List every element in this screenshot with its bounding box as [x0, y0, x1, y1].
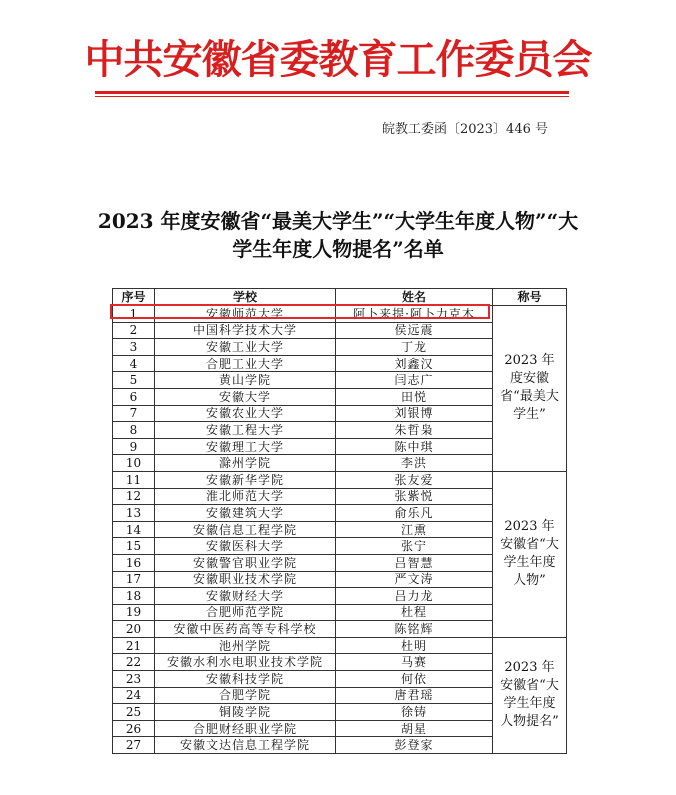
header-no: 序号 [113, 289, 155, 306]
cell-school: 安徽文达信息工程学院 [155, 737, 336, 754]
cell-name: 田悦 [336, 388, 493, 405]
cell-name: 唐君瑶 [336, 687, 493, 704]
cell-name: 马赛 [336, 654, 493, 671]
cell-no: 14 [113, 521, 155, 538]
table-row [113, 471, 567, 488]
cell-name: 侯远震 [336, 322, 493, 339]
cell-no: 3 [113, 339, 155, 356]
cell-no: 15 [113, 538, 155, 555]
cell-name: 杜明 [336, 637, 493, 654]
cell-no: 1 [113, 306, 155, 323]
cell-no: 20 [113, 621, 155, 638]
cell-school: 安徽农业大学 [155, 405, 336, 422]
document-title: 2023 年度安徽省“最美大学生”“大学生年度人物”“大学生年度人物提名”名单 [97, 209, 579, 261]
cell-no: 17 [113, 571, 155, 588]
cell-school: 铜陵学院 [155, 704, 336, 721]
cell-no: 7 [113, 405, 155, 422]
cell-name: 陈中琪 [336, 438, 493, 455]
cell-name: 丁龙 [336, 339, 493, 356]
cell-school: 安徽医科大学 [155, 538, 336, 555]
table-row [113, 306, 567, 323]
cell-school: 安徽大学 [155, 388, 336, 405]
cell-school: 安徽警官职业学院 [155, 554, 336, 571]
cell-name: 朱哲枭 [336, 422, 493, 439]
cell-school: 安徽科技学院 [155, 671, 336, 688]
cell-name: 李洪 [336, 455, 493, 472]
table-body [113, 306, 567, 754]
cell-no: 22 [113, 654, 155, 671]
cell-no: 13 [113, 505, 155, 522]
cell-no: 25 [113, 704, 155, 721]
award-list-table [112, 288, 567, 754]
cell-no: 23 [113, 671, 155, 688]
cell-name: 徐铸 [336, 704, 493, 721]
cell-name: 张友爱 [336, 471, 493, 488]
cell-no: 24 [113, 687, 155, 704]
cell-no: 12 [113, 488, 155, 505]
cell-name: 闫志广 [336, 372, 493, 389]
cell-no: 8 [113, 422, 155, 439]
cell-school: 安徽工业大学 [155, 339, 336, 356]
cell-school: 合肥学院 [155, 687, 336, 704]
cell-award-title: 2023 年安徽省“大学生年度人物” [493, 471, 567, 637]
letterhead-rule [95, 91, 569, 94]
cell-school: 合肥工业大学 [155, 355, 336, 372]
cell-school: 合肥财经职业学院 [155, 720, 336, 737]
cell-school: 合肥师范学院 [155, 604, 336, 621]
cell-name: 张紫悦 [336, 488, 493, 505]
cell-name: 刘银博 [336, 405, 493, 422]
cell-school: 安徽职业技术学院 [155, 571, 336, 588]
cell-school: 安徽财经大学 [155, 588, 336, 605]
cell-school: 安徽水利水电职业技术学院 [155, 654, 336, 671]
cell-name: 杜程 [336, 604, 493, 621]
cell-name: 江熏 [336, 521, 493, 538]
cell-name: 彭登家 [336, 737, 493, 754]
letterhead-rule-thin [95, 96, 569, 97]
cell-no: 5 [113, 372, 155, 389]
cell-name: 阿卜来提·阿卜力克木 [336, 306, 493, 323]
cell-no: 6 [113, 388, 155, 405]
header-school: 学校 [155, 289, 336, 306]
table-row [113, 637, 567, 654]
cell-school: 滁州学院 [155, 455, 336, 472]
cell-award-title: 2023 年安徽省“大学生年度人物提名” [493, 637, 567, 753]
cell-school: 安徽理工大学 [155, 438, 336, 455]
cell-no: 26 [113, 720, 155, 737]
cell-no: 10 [113, 455, 155, 472]
cell-school: 淮北师范大学 [155, 488, 336, 505]
cell-name: 胡星 [336, 720, 493, 737]
cell-name: 陈铭辉 [336, 621, 493, 638]
cell-school: 安徽师范大学 [155, 306, 336, 323]
cell-school: 安徽中医药高等专科学校 [155, 621, 336, 638]
letterhead-title: 中共安徽省委教育工作委员会 [84, 36, 592, 83]
cell-school: 中国科学技术大学 [155, 322, 336, 339]
header-name: 姓名 [336, 289, 493, 306]
cell-no: 9 [113, 438, 155, 455]
document-number: 皖教工委函〔2023〕446 号 [381, 122, 548, 137]
header-title: 称号 [493, 289, 567, 306]
cell-name: 刘鑫汉 [336, 355, 493, 372]
cell-no: 4 [113, 355, 155, 372]
cell-name: 吕智慧 [336, 554, 493, 571]
cell-no: 21 [113, 637, 155, 654]
cell-school: 安徽新华学院 [155, 471, 336, 488]
cell-name: 严文涛 [336, 571, 493, 588]
cell-name: 张宁 [336, 538, 493, 555]
cell-school: 安徽信息工程学院 [155, 521, 336, 538]
cell-no: 27 [113, 737, 155, 754]
cell-school: 安徽工程大学 [155, 422, 336, 439]
cell-no: 18 [113, 588, 155, 605]
cell-award-title: 2023 年度安徽省“最美大学生” [493, 306, 567, 472]
cell-no: 16 [113, 554, 155, 571]
cell-school: 安徽建筑大学 [155, 505, 336, 522]
cell-name: 吕力龙 [336, 588, 493, 605]
cell-no: 2 [113, 322, 155, 339]
cell-school: 池州学院 [155, 637, 336, 654]
cell-no: 19 [113, 604, 155, 621]
cell-name: 俞乐凡 [336, 505, 493, 522]
cell-school: 黄山学院 [155, 372, 336, 389]
cell-no: 11 [113, 471, 155, 488]
cell-name: 何依 [336, 671, 493, 688]
table-header-row [113, 289, 567, 306]
